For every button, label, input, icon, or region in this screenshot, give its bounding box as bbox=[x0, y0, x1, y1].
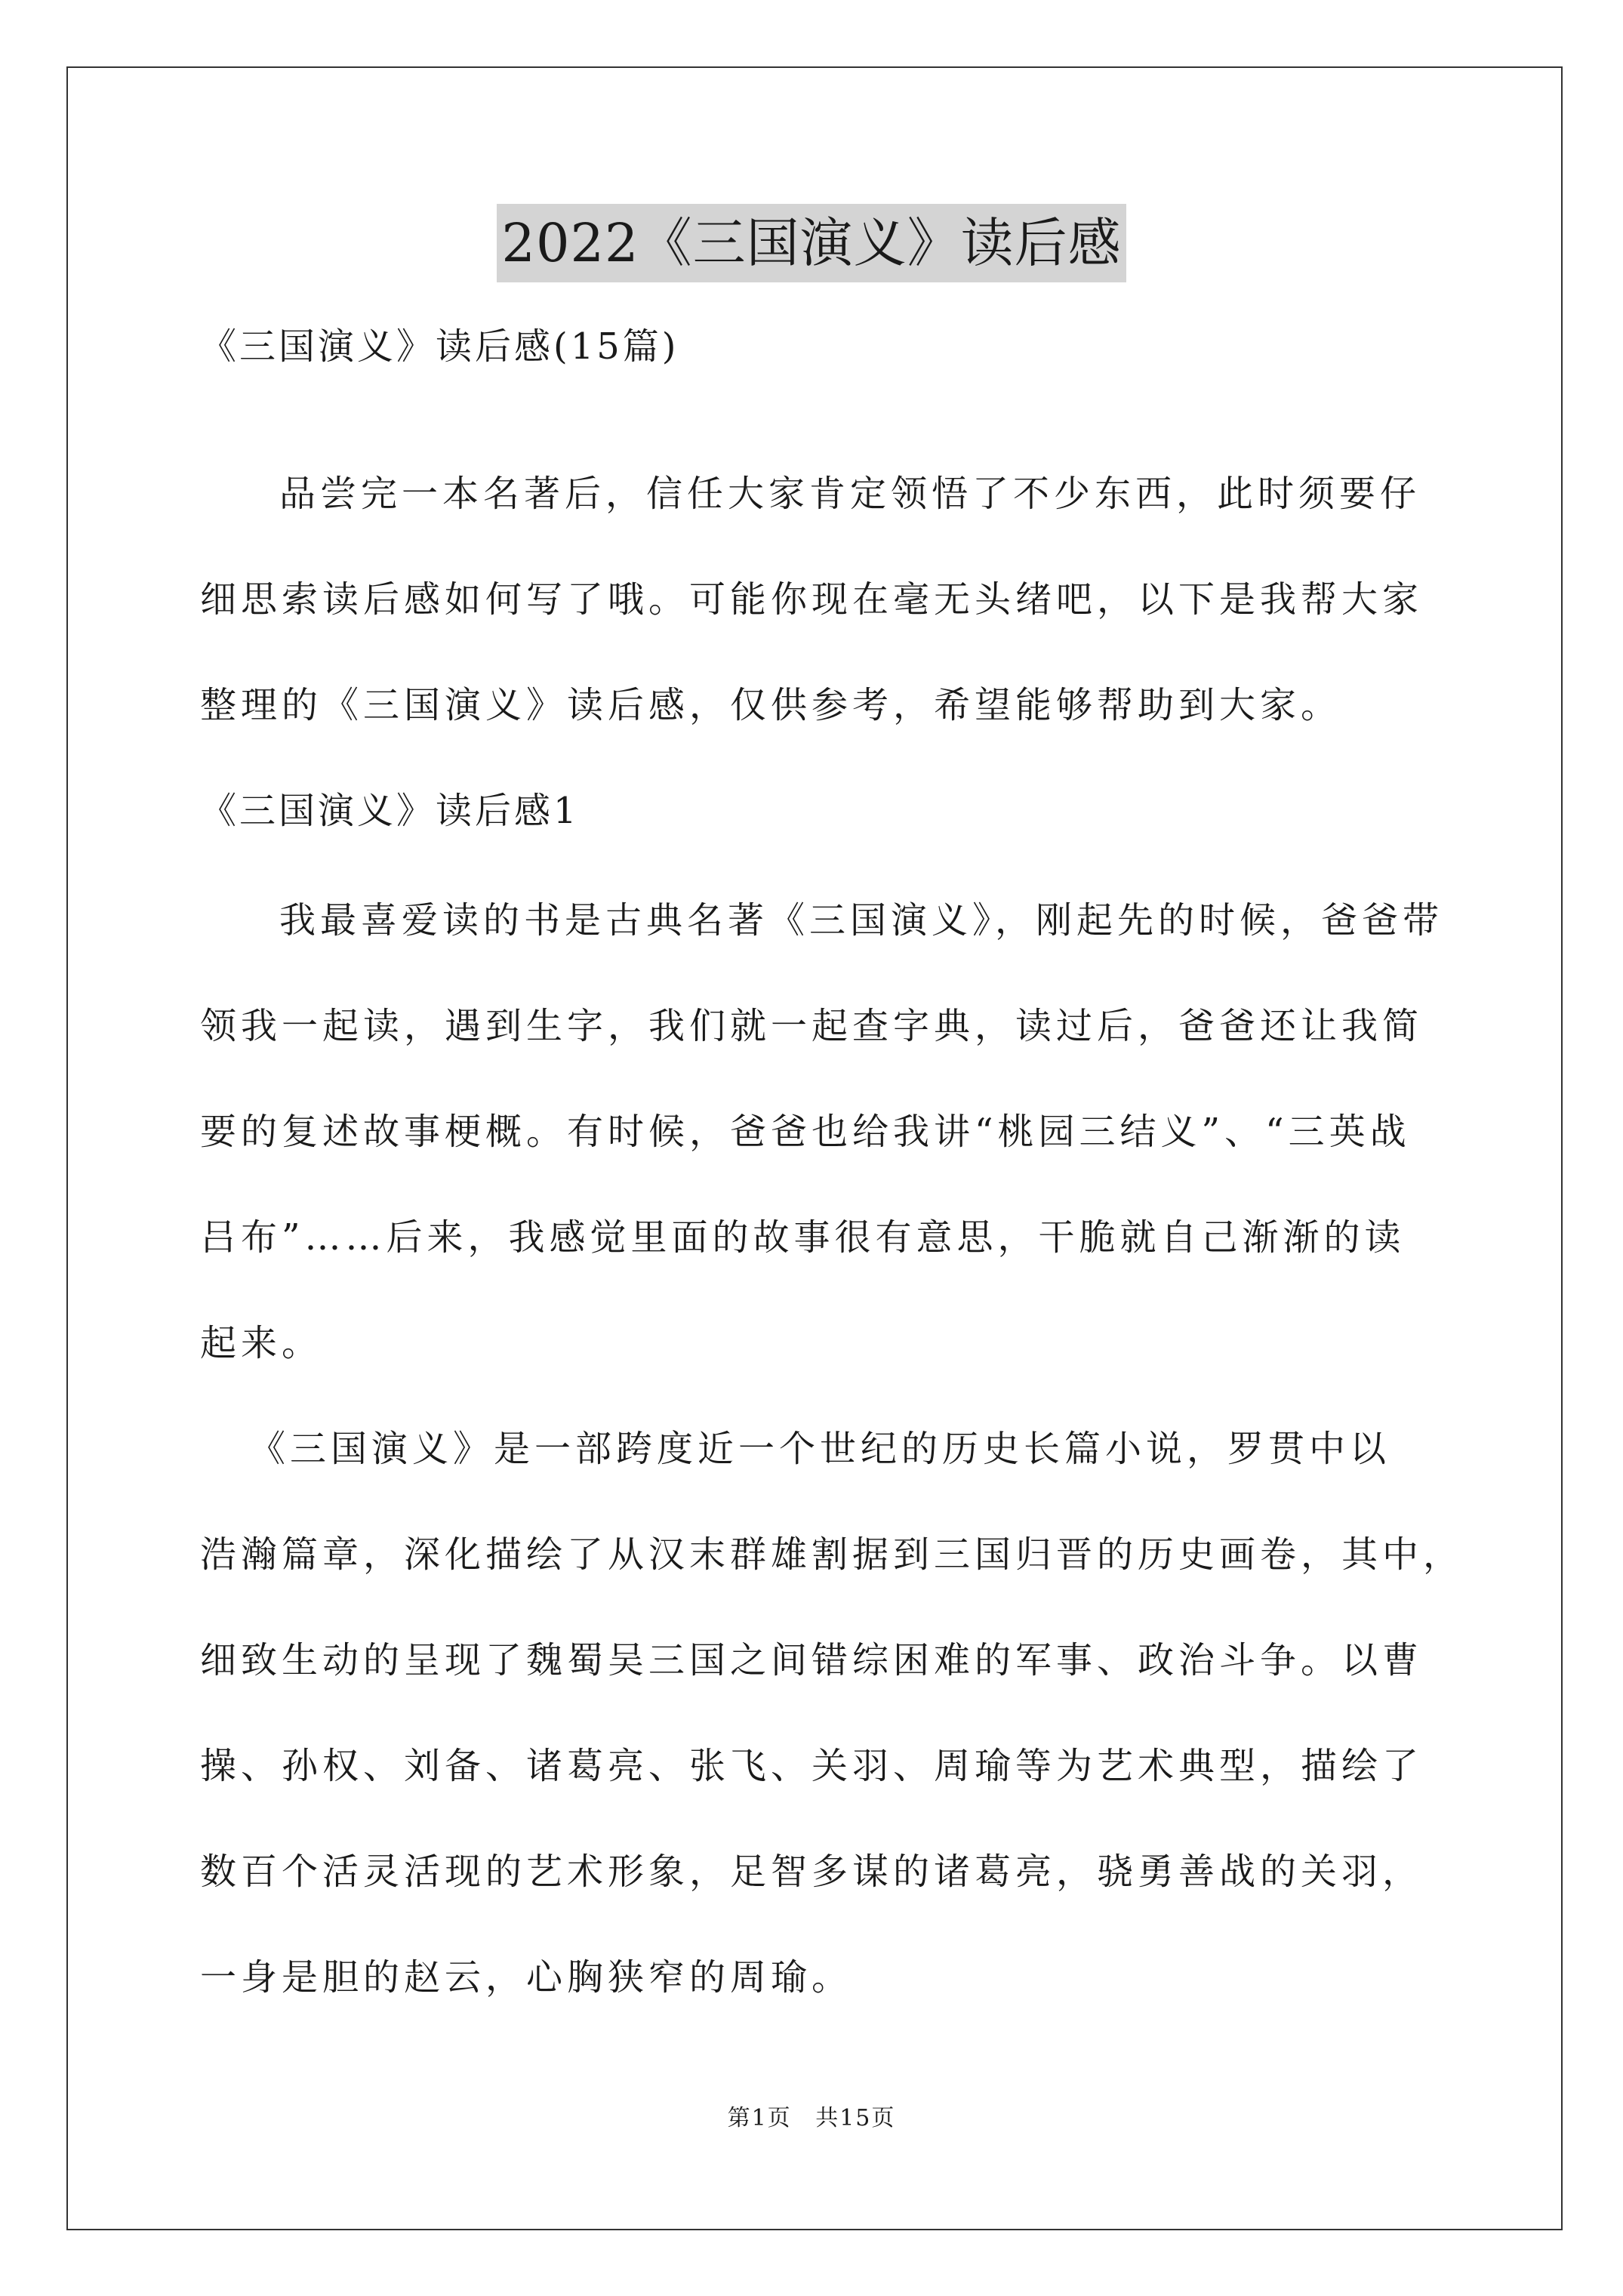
intro-line: 品尝完一本名著后，信任大家肯定领悟了不少东西，此时须要仔 bbox=[279, 473, 1421, 515]
paragraph-line: 要的复述故事梗概。有时候，爸爸也给我讲“桃园三结义”、“三英战 bbox=[200, 1111, 1411, 1153]
section-heading: 《三国演义》读后感1 bbox=[200, 790, 580, 832]
title-container bbox=[0, 204, 1623, 282]
paragraph-line: 领我一起读，遇到生字，我们就一起查字典，读过后，爸爸还让我简 bbox=[200, 1005, 1424, 1047]
paragraph-line: 一身是胆的赵云，心胸狭窄的周瑜。 bbox=[200, 1956, 853, 1999]
paragraph-line: 起来。 bbox=[200, 1322, 323, 1364]
paragraph-line: 我最喜爱读的书是古典名著《三国演义》，刚起先的时候，爸爸带 bbox=[279, 899, 1444, 942]
paragraph-line: 《三国演义》是一部跨度近一个世纪的历史长篇小说，罗贯中以 bbox=[249, 1428, 1391, 1470]
document-subtitle: 《三国演义》读后感(15篇) bbox=[200, 325, 679, 368]
intro-line: 细思索读后感如何写了哦。可能你现在毫无头绪吧，以下是我帮大家 bbox=[200, 578, 1424, 621]
paragraph-line: 细致生动的呈现了魏蜀吴三国之间错综困难的军事、政治斗争。以曹 bbox=[200, 1639, 1424, 1681]
paragraph-line: 操、孙权、刘备、诸葛亮、张飞、关羽、周瑜等为艺术典型，描绘了 bbox=[200, 1745, 1424, 1787]
paragraph-line: 数百个活灵活现的艺术形象，足智多谋的诸葛亮，骁勇善战的关羽， bbox=[200, 1851, 1424, 1893]
page-number: 第1页 bbox=[727, 2105, 792, 2131]
document-title: 2022《三国演义》读后感 bbox=[497, 204, 1126, 282]
page-footer bbox=[0, 2099, 1623, 2132]
paragraph-line: 浩瀚篇章，深化描绘了从汉末群雄割据到三国归晋的历史画卷，其中， bbox=[200, 1533, 1464, 1576]
intro-line: 整理的《三国演义》读后感，仅供参考，希望能够帮助到大家。 bbox=[200, 684, 1342, 726]
page-total: 共15页 bbox=[815, 2105, 896, 2131]
paragraph-line: 吕布”……后来，我感觉里面的故事很有意思，干脆就自己渐渐的读 bbox=[200, 1216, 1406, 1259]
